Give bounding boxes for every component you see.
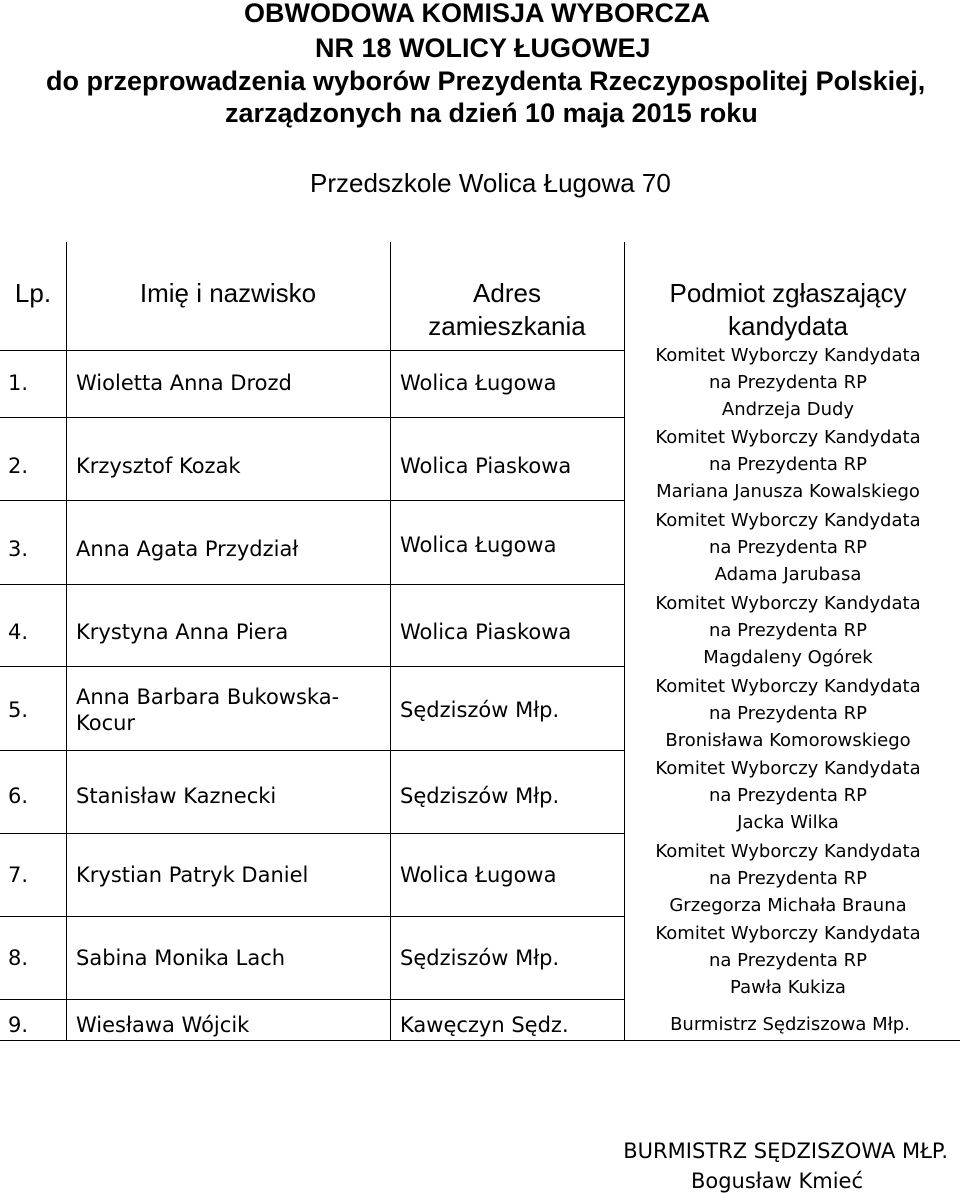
row-entity-l1: Komitet Wyborczy Kandydata <box>655 676 921 697</box>
row-separator <box>0 417 624 418</box>
row-entity-l1: Komitet Wyborczy Kandydata <box>655 841 921 862</box>
row-separator <box>0 584 624 585</box>
table-divider <box>624 242 625 1041</box>
row-separator <box>0 500 624 501</box>
row-entity-l3: Andrzeja Dudy <box>721 399 855 420</box>
row-entity-l1: Komitet Wyborczy Kandydata <box>655 923 921 944</box>
row-entity-l1: Komitet Wyborczy Kandydata <box>655 427 921 448</box>
column-header-address-l2: zamieszkania <box>428 311 586 341</box>
table-divider <box>66 242 67 1041</box>
column-header-entity-l1: Podmiot zgłaszający <box>669 278 907 308</box>
row-separator <box>0 916 624 917</box>
row-address: Wolica Ługowa <box>400 863 557 887</box>
row-lp: 9. <box>8 1013 29 1037</box>
column-header-entity-l2: kandydata <box>728 311 848 341</box>
row-separator <box>0 999 624 1000</box>
row-address: Sędziszów Młp. <box>400 946 560 970</box>
table-divider <box>0 1040 624 1041</box>
row-separator <box>0 833 624 834</box>
row-entity-l2: na Prezydenta RP <box>709 868 867 889</box>
row-lp: 3. <box>8 537 29 561</box>
row-address: Wolica Piaskowa <box>400 454 572 478</box>
row-entity-l1: Komitet Wyborczy Kandydata <box>655 510 921 531</box>
row-lp: 8. <box>8 946 29 970</box>
row-entity-l2: na Prezydenta RP <box>709 620 867 641</box>
table-divider <box>390 242 391 1041</box>
row-name-l2: Kocur <box>76 711 136 735</box>
row-lp: 4. <box>8 620 29 644</box>
row-separator <box>0 666 624 667</box>
row-lp: 1. <box>8 371 29 395</box>
row-name: Krystyna Anna Piera <box>76 620 289 644</box>
row-name: Wioletta Anna Drozd <box>76 371 292 395</box>
row-entity-l1: Komitet Wyborczy Kandydata <box>655 345 921 366</box>
row-entity-l3: Mariana Janusza Kowalskiego <box>656 481 920 502</box>
row-entity-l1: Komitet Wyborczy Kandydata <box>655 593 921 614</box>
row-entity-l2: na Prezydenta RP <box>709 454 867 475</box>
row-name: Krystian Patryk Daniel <box>76 863 309 887</box>
election-date: zarządzonych na dzień 10 maja 2015 roku <box>225 98 758 128</box>
row-entity-l3: Adama Jarubasa <box>714 564 862 585</box>
row-entity-l2: na Prezydenta RP <box>709 537 867 558</box>
row-name: Anna Agata Przydział <box>76 537 299 561</box>
row-entity-l2: na Prezydenta RP <box>709 785 867 806</box>
row-entity-l3: Pawła Kukiza <box>730 977 846 998</box>
row-entity-l2: na Prezydenta RP <box>709 950 867 971</box>
row-separator <box>0 750 624 751</box>
election-purpose: do przeprowadzenia wyborów Prezydenta Rzeczypospolitej Polskiej, <box>46 66 926 96</box>
polling-place: Przedszkole Wolica Ługowa 70 <box>310 168 671 198</box>
column-header-lp: Lp. <box>14 278 52 308</box>
row-lp: 6. <box>8 784 29 808</box>
row-entity-l3: Bronisława Komorowskiego <box>665 730 911 751</box>
row-entity-l3: Jacka Wilka <box>737 812 839 833</box>
row-entity-l3: Grzegorza Michała Brauna <box>669 895 907 916</box>
column-header-address-l1: Adres <box>473 278 541 308</box>
commission-title: OBWODOWA KOMISJA WYBORCZA <box>244 0 710 28</box>
signature-title: BURMISTRZ SĘDZISZOWA MŁP. <box>623 1139 948 1163</box>
row-lp: 2. <box>8 454 29 478</box>
row-address: Kawęczyn Sędz. <box>400 1013 569 1037</box>
row-address: Wolica Ługowa <box>400 533 557 557</box>
row-address: Wolica Ługowa <box>400 371 557 395</box>
column-header-name: Imię i nazwisko <box>139 278 317 308</box>
row-address: Sędziszów Młp. <box>400 698 560 722</box>
commission-number: NR 18 WOLICY ŁUGOWEJ <box>315 33 651 63</box>
row-name-l1: Anna Barbara Bukowska- <box>76 685 340 709</box>
row-name: Wiesława Wójcik <box>76 1013 250 1037</box>
row-name: Sabina Monika Lach <box>76 946 286 970</box>
row-entity-l1: Komitet Wyborczy Kandydata <box>655 758 921 779</box>
row-name: Stanisław Kaznecki <box>76 784 277 808</box>
signature-name: Bogusław Kmieć <box>690 1169 863 1193</box>
row-address: Sędziszów Młp. <box>400 784 560 808</box>
row-lp: 5. <box>8 698 29 722</box>
row-entity-l2: na Prezydenta RP <box>709 703 867 724</box>
row-address: Wolica Piaskowa <box>400 620 572 644</box>
row-name: Krzysztof Kozak <box>76 454 241 478</box>
row-entity-l3: Magdaleny Ogórek <box>703 647 873 668</box>
row-entity-l2: na Prezydenta RP <box>709 372 867 393</box>
row-entity-l1: Burmistrz Sędziszowa Młp. <box>670 1014 910 1035</box>
row-lp: 7. <box>8 863 29 887</box>
row-separator <box>0 350 624 351</box>
